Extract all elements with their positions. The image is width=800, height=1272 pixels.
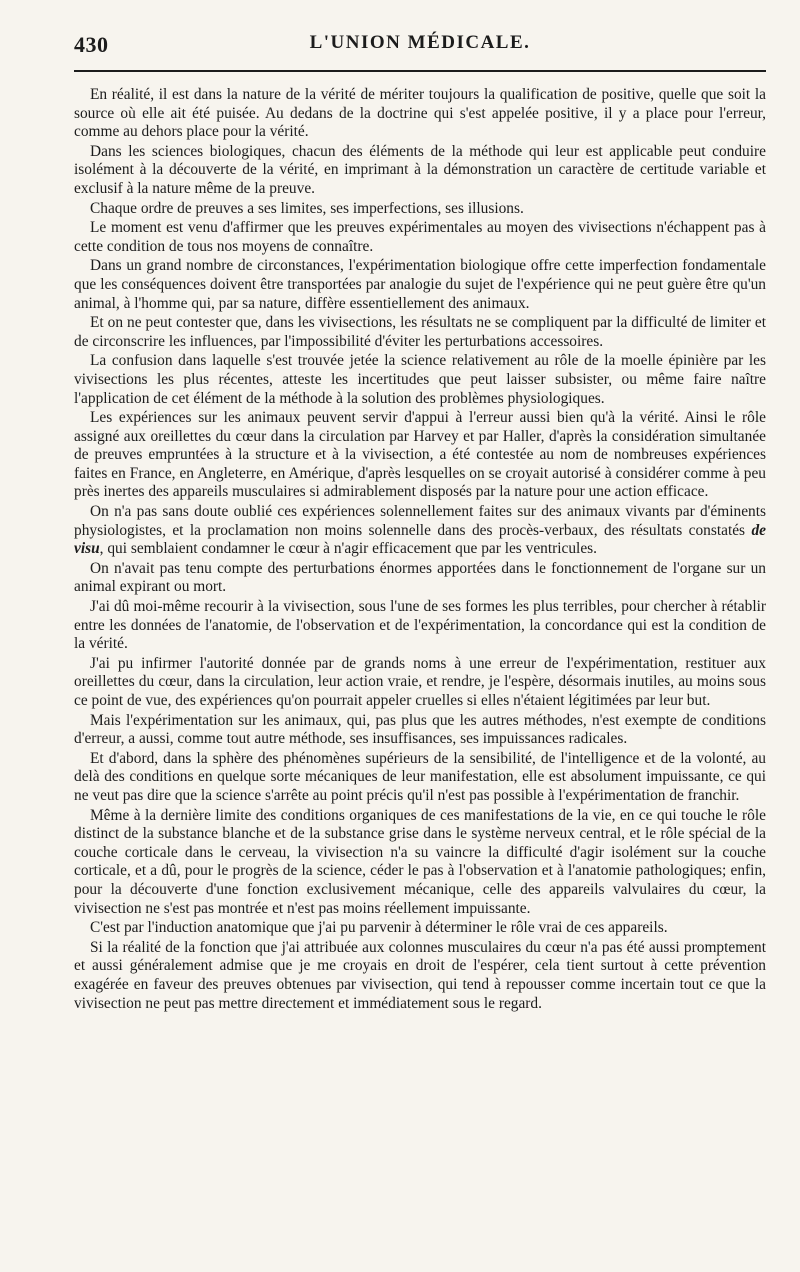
paragraph: En réalité, il est dans la nature de la vérité de mériter toujours la qualification de positive, quelle que soit la source où elle ait été puisée. Au dedans de la doctrine qui s'est appelée positive, il y a place pour l'erreur, comme au dehors place pour la vérité. bbox=[74, 86, 766, 141]
page-header bbox=[74, 22, 766, 64]
paragraph: Chaque ordre de preuves a ses limites, ses imperfections, ses illusions. bbox=[90, 199, 524, 217]
paragraph: C'est par l'induction anatomique que j'ai pu parvenir à déterminer le rôle vrai de ces appareils. bbox=[90, 919, 668, 937]
paragraph: Dans un grand nombre de circonstances, l'expérimentation biologique offre cette imperfection fondamentale que les conséquences doivent être transportées par analogie du sujet de l'expérience qui ne peut guère être qu'un animal, à l'homme qui, par sa nature, diffère essentiellement des animaux. bbox=[74, 257, 766, 312]
paragraph-text: On n'a pas sans doute oublié ces expériences solennellement faites sur des animaux vivants par d'éminents physiologistes, et la proclamation non moins solennelle dans des procès-verbaux, des résultats constatés bbox=[74, 503, 766, 539]
header-rule bbox=[74, 70, 766, 72]
paragraph: Et on ne peut contester que, dans les vivisections, les résultats ne se compliquent par la difficulté de limiter et de circonscrire les influences, par l'impossibilité d'éviter les perturbations accessoires. bbox=[74, 314, 766, 350]
paragraph: Même à la dernière limite des conditions organiques de ces manifestations de la vie, en ce qui touche le rôle distinct de la substance blanche et de la substance grise dans le système nerveux central, et le rôle spécial de la couche corticale dans le cerveau, la vivisection n'a su vaincre la difficulté d'agir isolément sur la couche corticale, et a dû, pour le progrès de la science, céder le pas à l'observation et à l'anatomie pathologiques; enfin, pour la découverte d'une fonction exclusivement mécanique, celle des appareils valvulaires du cœur, la vivisection ne s'est pas montrée et n'est pas moins réellement impuissante. bbox=[74, 806, 766, 917]
paragraph: J'ai pu infirmer l'autorité donnée par de grands noms à une erreur de l'expérimentation, restituer aux oreillettes du cœur, dans la circulation, leur action vraie, et rendre, je l'espère, désormais inutiles, au moins sous ce point de vue, des expériences qu'on pourrait appeler cruelles si elles n'étaient légitimées par leur but. bbox=[74, 654, 766, 709]
page-number: 430 bbox=[74, 32, 109, 57]
emphasis-de-visu: de visu bbox=[74, 521, 766, 558]
running-title: L'UNION MÉDICALE. bbox=[309, 32, 531, 53]
paragraph: J'ai dû moi-même recourir à la vivisection, sous l'une de ses formes les plus terribles, pour chercher à rétablir entre les données de l'anatomie, de l'observation et de l'expérimentation, la concordance qui est la condition de la vérité. bbox=[74, 598, 766, 653]
paragraph: Les expériences sur les animaux peuvent servir d'appui à l'erreur aussi bien qu'à la vérité. Ainsi le rôle assigné aux oreillettes du cœur dans la circulation par Harvey et par Haller, d'après la considération simultanée de preuves empruntées à la structure et à la vivisection, a été contestée au nom de nombreuses expériences faites en France, en Angleterre, en Amérique, d'après lesquelles on se croyait autorisé à considérer comme à peu près inertes des appareils musculaires si admirablement disposés par la nature pour une action efficace. bbox=[74, 409, 766, 501]
paragraph: Dans les sciences biologiques, chacun des éléments de la méthode qui leur est applicable peut conduire isolément à la découverte de la vérité, en imprimant à la démonstration un caractère de certitude variable et exclusif à la nature même de la preuve. bbox=[74, 142, 766, 197]
paragraph: Mais l'expérimentation sur les animaux, qui, pas plus que les autres méthodes, n'est exempte de conditions d'erreur, a aussi, comme tout autre méthode, ses insuffisances, ses impuissances radicales. bbox=[74, 711, 766, 748]
paragraph bbox=[74, 503, 766, 559]
paragraph: Et d'abord, dans la sphère des phénomènes supérieurs de la sensibilité, de l'intelligence et de la volonté, au delà des conditions en quelque sorte mécaniques de leur manifestation, elle est absolument impuissante, ce qui ne veut pas dire que la science s'arrête au point précis qu'il n'est pas possible à l'expérimentation de franchir. bbox=[74, 749, 766, 804]
paragraph: Le moment est venu d'affirmer que les preuves expérimentales au moyen des vivisections n'échappent pas à cette condition de tous nos moyens de connaître. bbox=[74, 219, 766, 255]
paragraph: On n'avait pas tenu compte des perturbations énormes apportées dans le fonctionnement de l'organe sur un animal expirant ou mort. bbox=[74, 559, 766, 596]
paragraph: La confusion dans laquelle s'est trouvée jetée la science relativement au rôle de la moelle épinière par les vivisections les plus récentes, atteste les incertitudes que peut laisser subsister, ou même faire naître l'application de cet élément de la méthode à la solution des problèmes physiologiques. bbox=[74, 352, 766, 407]
paragraph: Si la réalité de la fonction que j'ai attribuée aux colonnes musculaires du cœur n'a pas été aussi promptement et aussi généralement admise que je me croyais en droit de l'espérer, cela tient surtout à cette prévention exagérée en faveur des preuves obtenues par vivisection, qui tend à repousser comme incertain tout ce que la vivisection ne peut pas mettre directement et immédiatement sous le regard. bbox=[74, 938, 766, 1012]
article-body bbox=[74, 86, 766, 1013]
paragraph-text: , qui semblaient condamner le cœur à n'agir efficacement que par les ventricules. bbox=[99, 540, 598, 558]
